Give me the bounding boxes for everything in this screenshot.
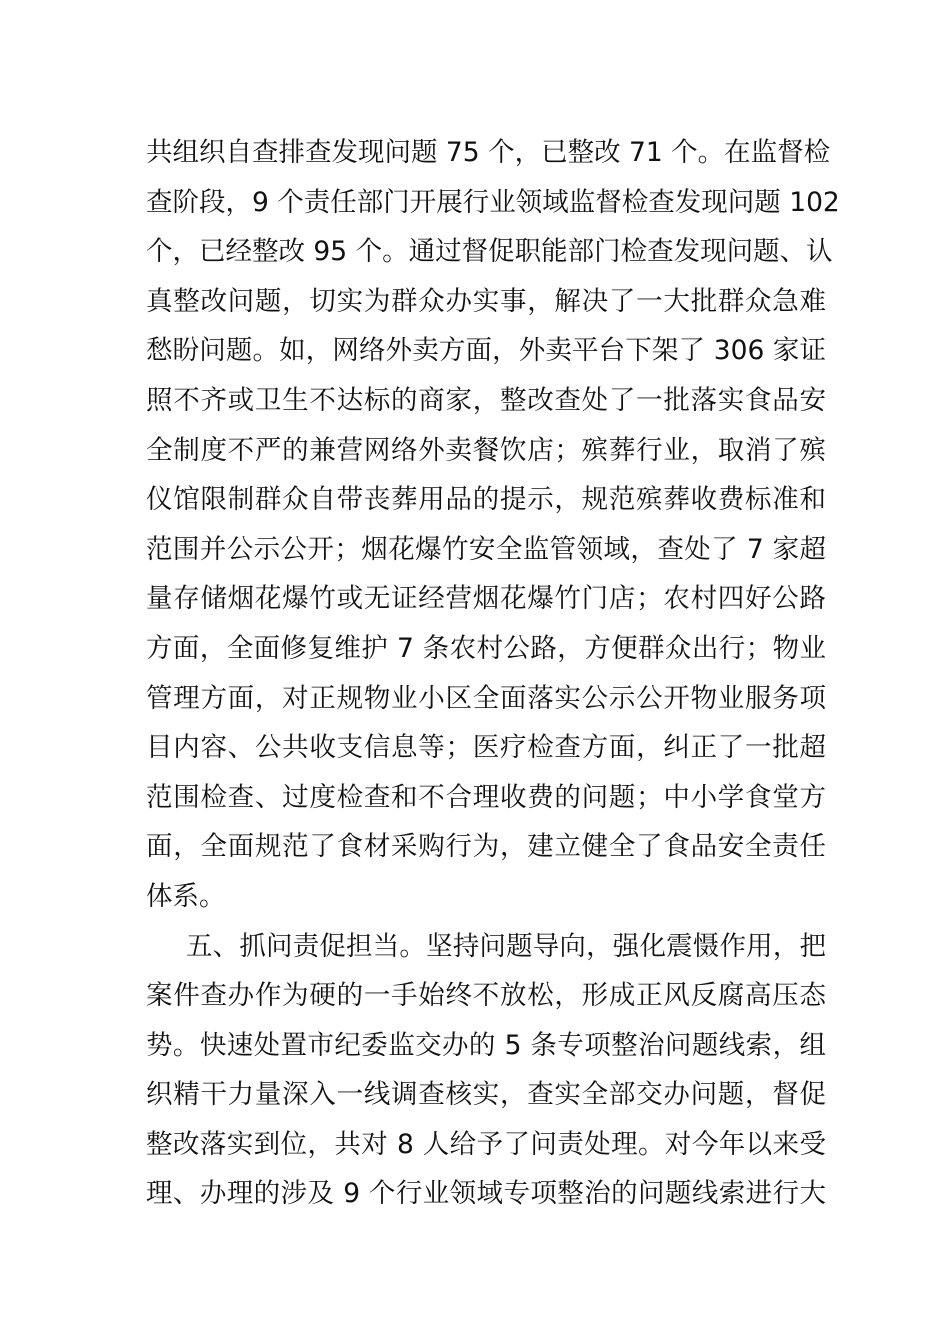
text-line: 范围检查、过度检查和不合理收费的问题；中小学食堂方 (146, 781, 826, 813)
text-line: 照不齐或卫生不达标的商家，整改查处了一批落实食品安 (146, 384, 826, 416)
text-line: 全制度不严的兼营网络外卖餐饮店；殡葬行业，取消了殡 (146, 434, 826, 466)
text-line: 范围并公示公开；烟花爆竹安全监管领域，查处了 7 家超 (146, 533, 826, 565)
text-line: 整改落实到位，共对 8 人给予了问责处理。对今年以来受 (146, 1128, 826, 1160)
text-line: 理、办理的涉及 9 个行业领域专项整治的问题线索进行大 (146, 1178, 826, 1210)
text-line: 织精干力量深入一线调查核实，查实全部交办问题，督促 (146, 1079, 826, 1111)
section-heading-line: 五、抓问责促担当。坚持问题导向，强化震慑作用，把 (186, 930, 826, 962)
text-line: 方面，全面修复维护 7 条农村公路，方便群众出行；物业 (146, 632, 826, 664)
text-line: 真整改问题，切实为群众办实事，解决了一大批群众急难 (146, 285, 826, 317)
text-line: 势。快速处置市纪委监交办的 5 条专项整治问题线索，组 (146, 1029, 826, 1061)
text-line: 面，全面规范了食材采购行为，建立健全了食品安全责任 (146, 831, 826, 863)
text-line: 共组织自查排查发现问题 75 个，已整改 71 个。在监督检 (146, 137, 831, 168)
text-line: 案件查办作为硬的一手始终不放松，形成正风反腐高压态 (146, 980, 826, 1012)
text-line: 量存储烟花爆竹或无证经营烟花爆竹门店；农村四好公路 (146, 583, 826, 615)
text-line: 管理方面，对正规物业小区全面落实公示公开物业服务项 (146, 682, 826, 714)
text-line: 个，已经整改 95 个。通过督促职能部门检查发现问题、认 (146, 236, 833, 268)
text-line: 仪馆限制群众自带丧葬用品的提示，规范殡葬收费标准和 (146, 484, 826, 516)
text-line: 查阶段，9 个责任部门开展行业领域监督检查发现问题 102 (146, 186, 840, 218)
text-line: 目内容、公共收支信息等；医疗检查方面，纠正了一批超 (146, 732, 826, 764)
text-line: 愁盼问题。如，网络外卖方面，外卖平台下架了 306 家证 (146, 335, 826, 367)
paragraph-end-line: 体系。 (146, 880, 226, 912)
body-text (146, 128, 840, 1219)
